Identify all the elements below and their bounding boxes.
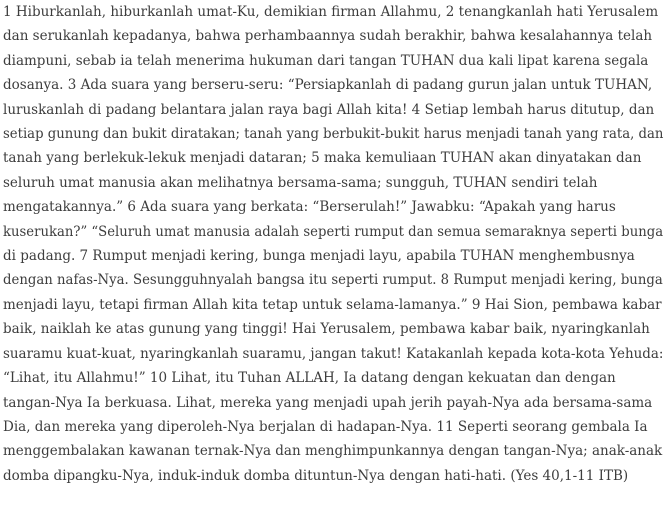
- passage-line-5: luruskanlah di padang belantara jalan raya bagi Allah kita! 4 Setiap lembah harus ditutup, dan: [3, 101, 655, 118]
- passage-line-18: Dia, dan mereka yang diperoleh-Nya berjalan di hadapan-Nya. 11 Seperti seorang gembala Ia: [3, 418, 648, 435]
- passage-line-9: mengatakannya.” 6 Ada suara yang berkata: “Berserulah!” Jawabku: “Apakah yang harus: [3, 199, 616, 216]
- passage-line-1: 1 Hiburkanlah, hiburkanlah umat-Ku, demikian firman Allahmu, 2 tenangkanlah hati Yerusalem: [3, 4, 659, 20]
- passage-line-7: tanah yang berlekuk-lekuk menjadi dataran; 5 maka kemuliaan TUHAN akan dinyatakan dan: [3, 150, 642, 167]
- passage-line-4: dosanya. 3 Ada suara yang berseru-seru: “Persiapkanlah di padang gurun jalan untuk TUHAN,: [3, 77, 653, 94]
- passage-line-13: menjadi layu, tetapi firman Allah kita tetap untuk selama-lamanya.” 9 Hai Sion, pembawa kabar: [3, 296, 662, 313]
- passage-line-14: baik, naiklah ke atas gunung yang tinggi! Hai Yerusalem, pembawa kabar baik, nyaringkanlah: [3, 321, 650, 338]
- passage-line-15: suaramu kuat-kuat, nyaringkanlah suaramu, jangan takut! Katakanlah kepada kota-kota Yehuda:: [3, 345, 664, 362]
- passage-line-10: kuserukan?” “Seluruh umat manusia adalah seperti rumput dan semua semaraknya seperti bunga: [3, 223, 664, 240]
- passage-line-3: diampuni, sebab ia telah menerima hukuman dari tangan TUHAN dua kali lipat karena segala: [3, 52, 649, 69]
- passage-line-19: menggembalakan kawanan ternak-Nya dan menghimpunkannya dengan tangan-Nya; anak-anak: [3, 443, 663, 460]
- passage-line-16: “Lihat, itu Allahmu!” 10 Lihat, itu Tuhan ALLAH, Ia datang dengan kekuatan dan dengan: [3, 370, 616, 387]
- passage-line-11: di padang. 7 Rumput menjadi kering, bunga menjadi layu, apabila TUHAN menghembusnya: [3, 248, 635, 265]
- passage-line-6: setiap gunung dan bukit diratakan; tanah yang berbukit-bukit harus menjadi tanah yang rata, dan: [3, 126, 664, 143]
- scripture-passage: [3, 0, 665, 488]
- passage-line-12: dengan nafas-Nya. Sesungguhnyalah bangsa itu seperti rumput. 8 Rumput menjadi kering, bunga: [3, 272, 663, 289]
- passage-line-8: seluruh umat manusia akan melihatnya bersama-sama; sungguh, TUHAN sendiri telah: [3, 174, 598, 191]
- passage-line-17: tangan-Nya Ia berkuasa. Lihat, mereka yang menjadi upah jerih payah-Nya ada bersama-sama: [3, 394, 653, 411]
- passage-line-20: domba dipangku-Nya, induk-induk domba dituntun-Nya dengan hati-hati. (Yes 40,1-11 ITB): [3, 467, 629, 484]
- passage-line-2: dan serukanlah kepadanya, bahwa perhambaannya sudah berakhir, bahwa kesalahannya telah: [3, 28, 653, 45]
